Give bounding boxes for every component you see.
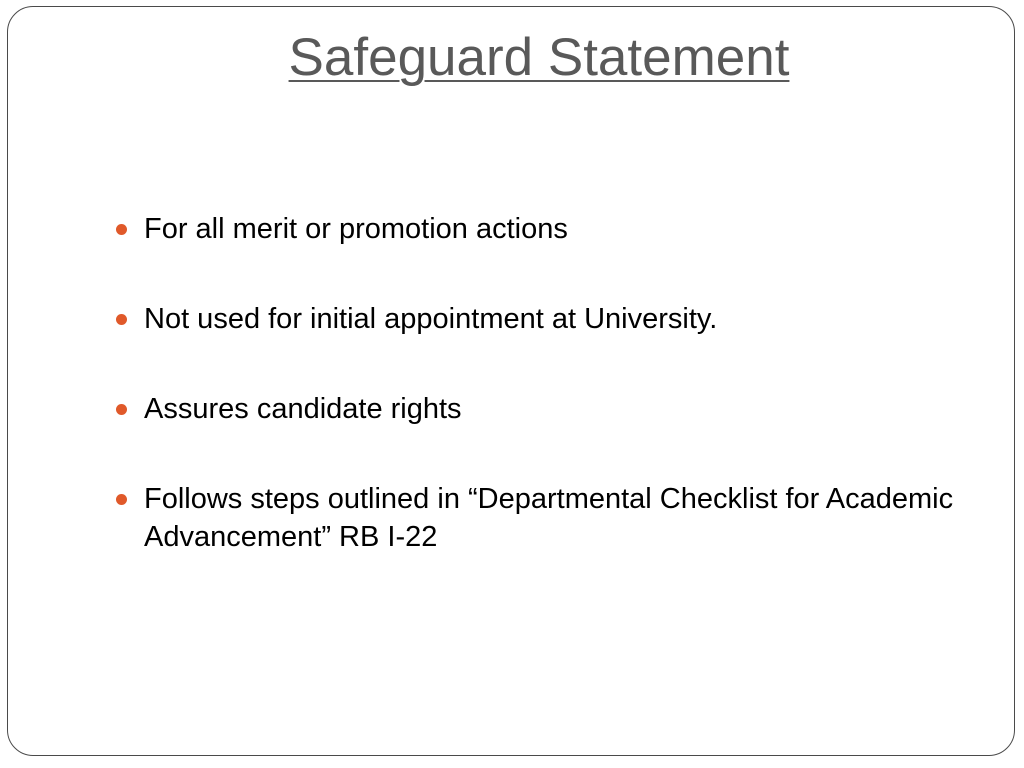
bullet-text: Follows steps outlined in “Departmental Checklist for Academic Advancement” RB I-22 — [144, 483, 954, 553]
bullet-dot-icon — [116, 404, 127, 415]
bullet-item — [114, 480, 964, 556]
bullet-item — [114, 390, 964, 428]
bullet-text: Assures candidate rights — [144, 393, 462, 425]
slide-title: Safeguard Statement — [288, 28, 790, 87]
bullet-dot-icon — [116, 314, 127, 325]
bullet-dot-icon — [116, 224, 127, 235]
bullet-item — [114, 300, 964, 338]
bullet-dot-icon — [116, 494, 127, 505]
bullet-text: For all merit or promotion actions — [144, 213, 568, 245]
bullet-list — [114, 210, 964, 556]
bullet-item — [114, 210, 964, 248]
bullet-text: Not used for initial appointment at University. — [144, 303, 718, 335]
